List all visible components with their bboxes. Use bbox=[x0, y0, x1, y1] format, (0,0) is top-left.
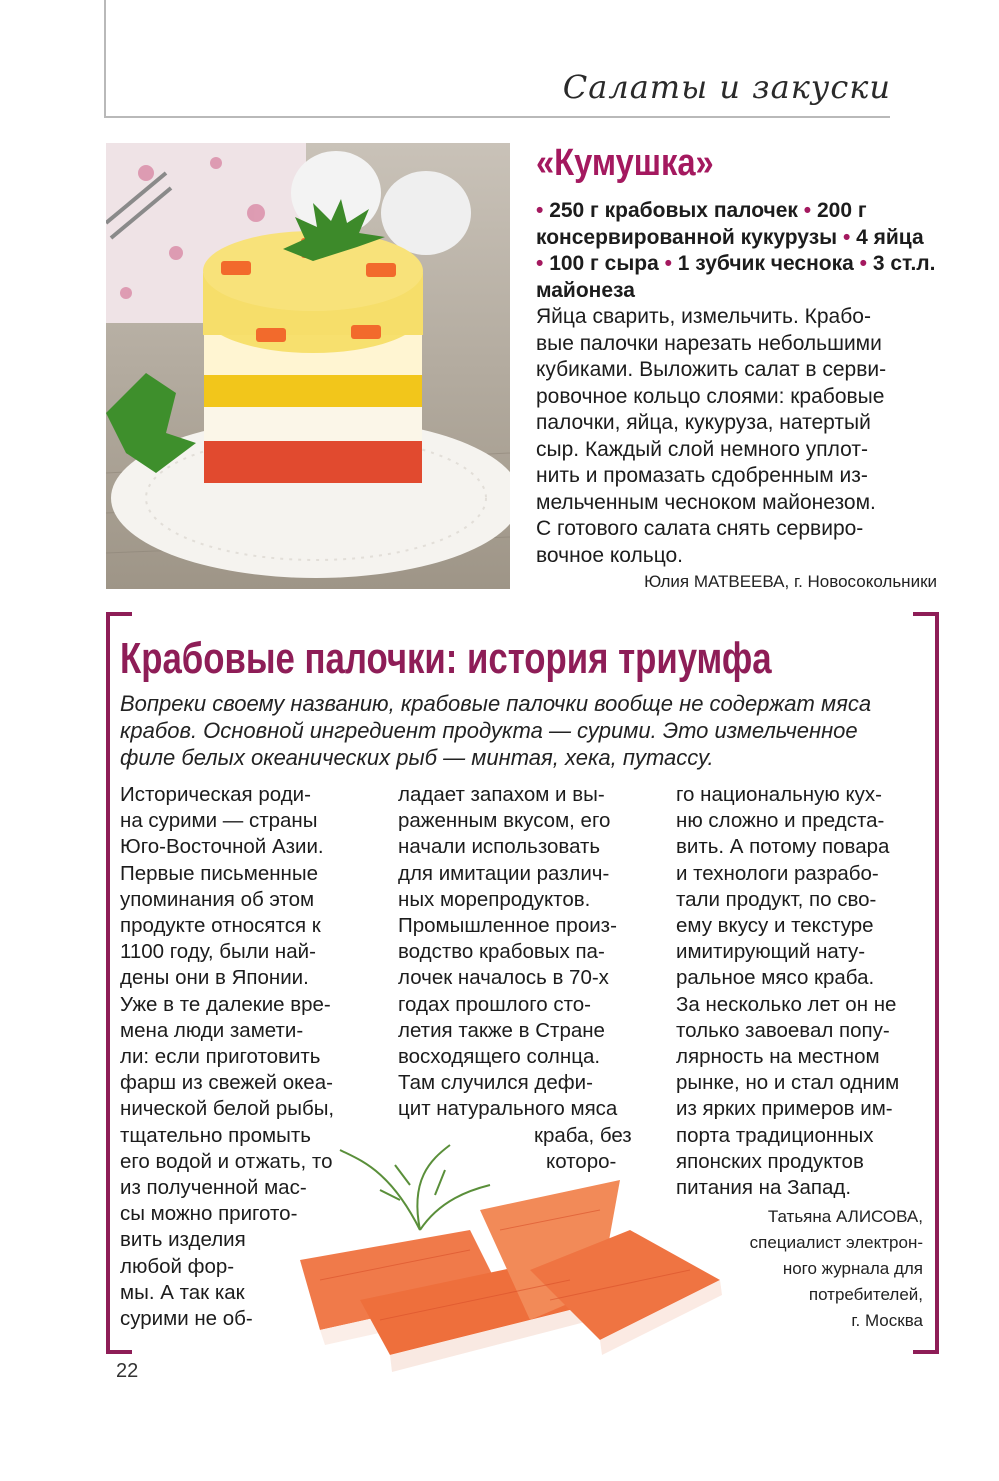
ingredient: 200 г консервированной кукурузы bbox=[536, 199, 867, 249]
salad-photo bbox=[106, 143, 510, 589]
article-author: Татьяна АЛИСОВА, специалист электрон- ного журнала для потребителей, г. Москва bbox=[749, 1207, 923, 1330]
bullet: • bbox=[842, 225, 857, 249]
article-title: Крабовые палочки: история триумфа bbox=[120, 634, 772, 683]
page-number: 22 bbox=[116, 1360, 139, 1382]
frame-corner bbox=[106, 1350, 132, 1354]
bullet: • bbox=[664, 252, 678, 275]
ingredient: 3 ст.л. майонеза bbox=[536, 252, 936, 302]
frame-corner bbox=[913, 1350, 939, 1354]
article-column-2-tail: которо- bbox=[546, 1150, 617, 1173]
recipe-instructions: Яйца сварить, измельчить. Крабо- вые палочки нарезать небольшими кубиками. Выложить салат в серви- ровочное кольцо слоями: крабовые палочки, яйца, кукуруза, натертый сыр. Каждый слой немного уплот- нить и промазать сдобренным из- мельченным чесноком майонезом. С готового салата снять сервиро- вочное кольцо. bbox=[536, 305, 887, 567]
frame-left bbox=[106, 612, 110, 1354]
bullet: • bbox=[536, 199, 550, 222]
bullet: • bbox=[536, 252, 550, 275]
frame-right bbox=[935, 612, 939, 1354]
ingredient: 250 г крабовых палочек bbox=[549, 199, 798, 222]
article-column-2: ладает запахом и вы- раженным вкусом, его начали использовать для имитации различ- ных морепродуктов. Промышленное произ- водство крабовых па- лочек началось в 70-х годах прошлого сто- летия также в Стране восходящего солнца. Там случился дефи- цит натурального мяса bbox=[398, 783, 618, 1121]
bullet: • bbox=[859, 252, 873, 275]
recipe-author: Юлия МАТВЕЕВА, г. Новосокольники bbox=[644, 572, 937, 591]
article-lead: Вопреки своему названию, крабовые палочки вообще не содержат мяса крабов. Основной ингредиент продукта — сурими. Это измельченное филе белых океанических рыб — минтая, хека, путассу. bbox=[120, 691, 872, 770]
header-rule-horizontal bbox=[104, 116, 890, 118]
crab-sticks-image bbox=[300, 1140, 730, 1380]
frame-corner bbox=[913, 612, 939, 616]
ingredients-list bbox=[536, 198, 936, 304]
bullet: • bbox=[803, 199, 817, 222]
header-rule-vertical bbox=[104, 0, 106, 118]
section-title: Салаты и закуски bbox=[562, 68, 891, 106]
ingredient: 100 г сыра bbox=[549, 252, 659, 275]
ingredient: 4 яйца bbox=[856, 225, 924, 249]
ingredient: 1 зубчик чеснока bbox=[677, 252, 854, 275]
recipe-title: «Кумушка» bbox=[536, 142, 714, 184]
article-column-3: го национальную кух- ню сложно и предста- вить. А потому повара и технологи разрабо- тали продукт, по сво- ему вкусу и текстуре имитирующий нату- ральное мясо краба. За несколько лет он не только завоевал попу- лярность на местном рынке, но и стал одним из ярких примеров им- порта традиционных японских продуктов питания на Запад. bbox=[676, 783, 900, 1200]
article-column-1: Историческая роди- на сурими — страны Юго-Восточной Азии. Первые письменные упоминания об этом продукте относятся к 1100 году, были най- дены они в Японии. Уже в те далекие вре- мена люди замети- ли: если приготовить фарш из свежей океа- нической белой рыбы, тщательно промыть его водой и отжать, то из полученной мас- сы можно пригото- вить изделия любой фор- мы. А так как сурими не об- bbox=[120, 783, 335, 1331]
article-column-2-tail: краба, без bbox=[534, 1124, 632, 1147]
frame-corner bbox=[106, 612, 132, 616]
